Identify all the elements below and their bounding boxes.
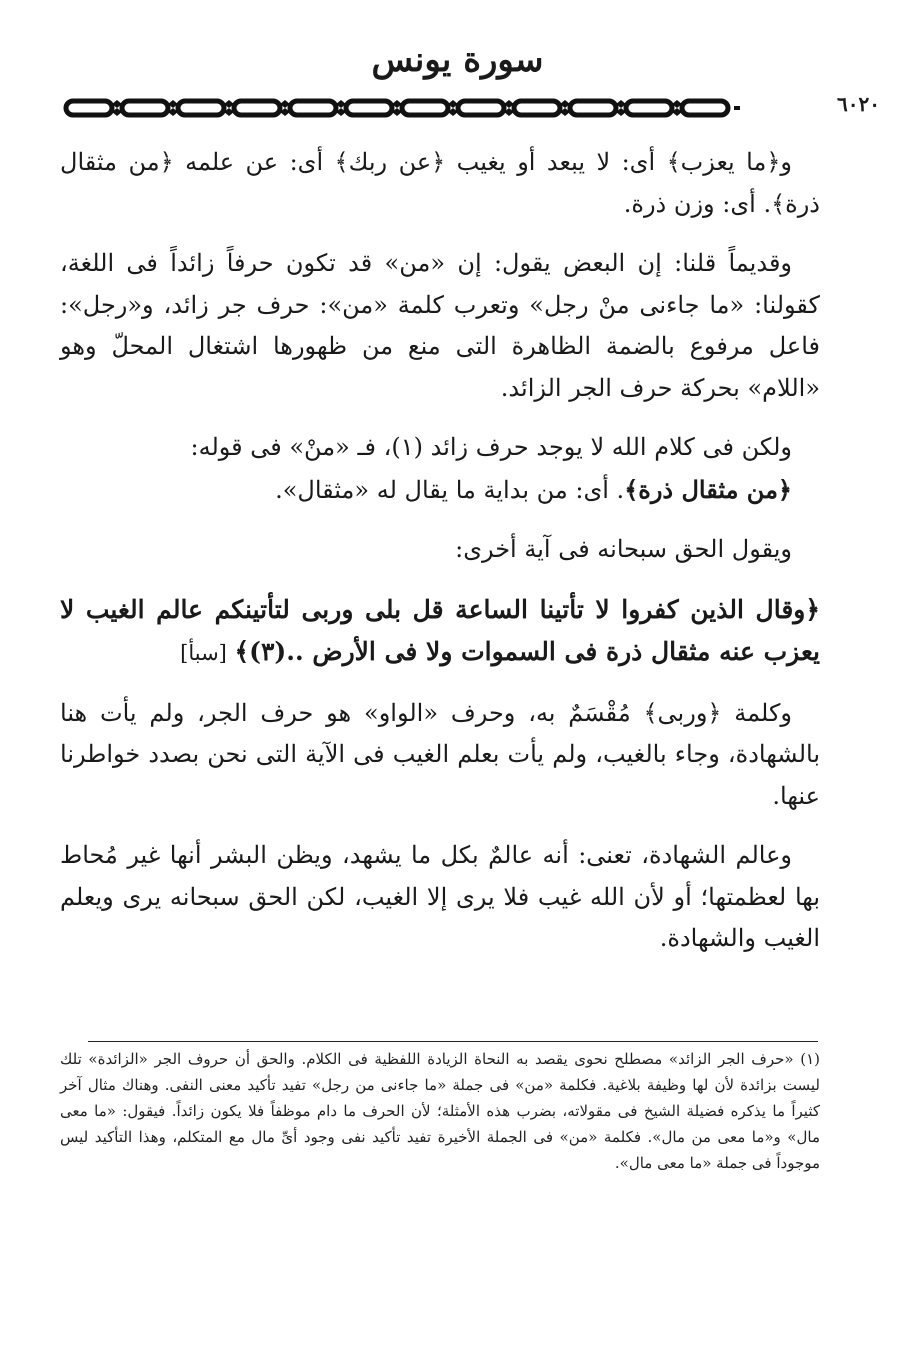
verse-reference: [سبأ] — [180, 641, 227, 665]
page-number: ٦٠٢٠ — [837, 92, 880, 116]
paragraph-3: ولكن فى كلام الله لا يوجد حرف زائد (١)، فـ «منْ» فى قوله: — [190, 433, 792, 461]
paragraph-4 — [60, 469, 820, 512]
quran-quote: ﴿من مثقال ذرة﴾ — [624, 474, 792, 504]
paragraph-2: وقديماً قلنا: إن البعض يقول: إن «من» قد تكون حرفاً زائداً فى اللغة، كقولنا: «ما جاءنى منْ رجل» وتعرب كلمة «من»: حرف جر زائد، و«رجل»: فاعل مرفوع بالضمة الظاهرة التى منع من ظهورها اشتغال المحلّ وهو «اللام» بحركة حرف الجر الزائد. — [60, 249, 820, 402]
main-text — [60, 142, 820, 960]
footnote-1: (١) «حرف الجر الزائد» مصطلح نحوى يقصد به النحاة الزيادة اللفظية فى الكلام. والحق أن حروف الجر «الزائدة» تلك ليست بزائدة لأن لها وظيفة بلاغية. فكلمة «من» فى جملة «ما جاءنى من رجل» تفيد تأكيد معنى النفى. وهناك مثال آخر كثيراً ما يذكره فضيلة الشيخ فى مقولاته، بضرب هذه الأمثلة؛ لأن الحرف ما دام موظفاً فلا يكون زائداً. فيقول: «ما معى مال» و«ما معى من مال». فكلمة «من» فى الجملة الأخيرة تفيد تأكيد نفى وجود أىِّ مال مع المتكلم، وهذا التأكيد ليس موجوداً فى جملة «ما معى مال». — [60, 1050, 820, 1172]
paragraph-4-text: . أى: من بداية ما يقال له «مثقال». — [275, 475, 625, 504]
footnote-divider — [88, 1041, 818, 1042]
verse-block — [60, 589, 820, 675]
paragraph-5: ويقول الحق سبحانه فى آية أخرى: — [455, 535, 792, 563]
paragraph-7: وعالم الشهادة، تعنى: أنه عالمٌ بكل ما يشهد، ويظن البشر أنها غير مُحاط بها لعظمتها؛ أو لأن الله غيب فلا يرى إلا الغيب، لكن الحق سبحانه يرى ويعلم الغيب والشهادة. — [60, 841, 821, 952]
quran-verse: ﴿وقال الذين كفروا لا تأتينا الساعة قل بلى وربى لتأتينكم عالم الغيب لا يعزب عنه مثقال ذرة فى السموات ولا فى الأرض ..(٣)﴾ — [60, 594, 820, 666]
paragraph-1: و﴿ما يعزب﴾ أى: لا يبعد أو يغيب ﴿عن ربك﴾ أى: عن علمه ﴿من مثقال ذرة﴾. أى: وزن ذرة. — [60, 148, 820, 218]
footnotes — [60, 1046, 820, 1176]
paragraph-6: وكلمة ﴿وربى﴾ مُقْسَمٌ به، وحرف «الواو» هو حرف الجر، ولم يأت هنا بالشهادة، وجاء بالغيب، ولم يأت بعلم الغيب فى الآية التى نحن بصدد خواطرنا عنها. — [60, 698, 820, 810]
surah-title: سورة يونس — [371, 40, 544, 80]
